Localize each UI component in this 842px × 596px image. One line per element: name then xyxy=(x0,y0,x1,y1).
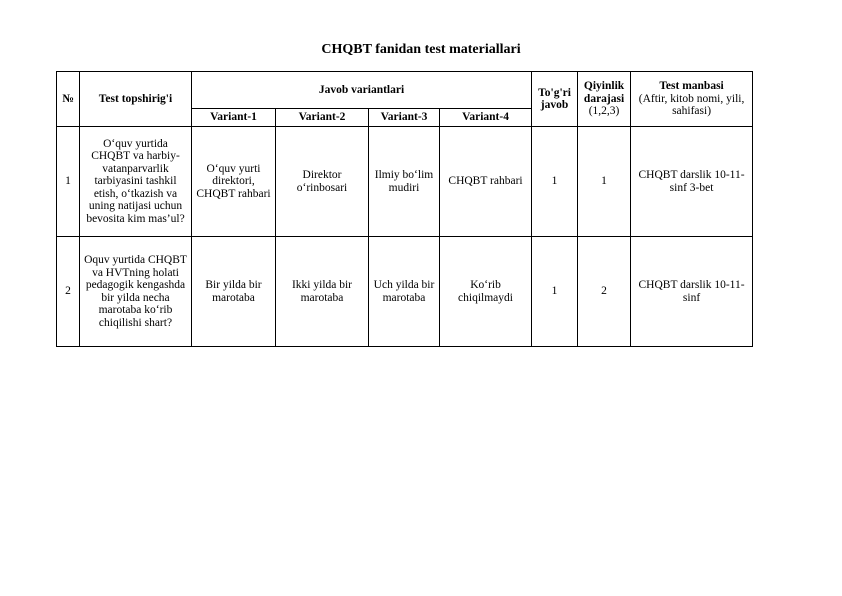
row-variant-3: Ilmiy bo‘lim mudiri xyxy=(369,127,440,237)
header-number: № xyxy=(57,72,80,127)
row-source: CHQBT darslik 10-11-sinf xyxy=(631,237,753,347)
header-variant-4: Variant-4 xyxy=(440,109,532,127)
header-difficulty xyxy=(578,72,631,127)
row-correct-answer: 1 xyxy=(532,237,578,347)
row-correct-answer: 1 xyxy=(532,127,578,237)
row-difficulty: 2 xyxy=(578,237,631,347)
row-difficulty: 1 xyxy=(578,127,631,237)
row-variant-2: Direktor o‘rinbosari xyxy=(276,127,369,237)
table-row xyxy=(57,237,753,347)
header-source xyxy=(631,72,753,127)
row-number: 2 xyxy=(57,237,80,347)
header-source-label: Test manbasi xyxy=(659,80,724,93)
row-task: Oquv yurtida CHQBT va HVTning holati pedagogik kengashda bir yilda necha marotaba ko‘rib chiqilishi shart? xyxy=(80,237,192,347)
document-title: CHQBT fanidan test materiallari xyxy=(321,42,521,57)
row-variant-4: Ko‘rib chiqilmaydi xyxy=(440,237,532,347)
row-source: CHQBT darslik 10-11-sinf 3-bet xyxy=(631,127,753,237)
header-variant-1: Variant-1 xyxy=(192,109,276,127)
header-difficulty-sub: (1,2,3) xyxy=(588,105,620,118)
row-task: O‘quv yurtida CHQBT va harbiy-vatanparvarlik tarbiyasini tashkil etish, o‘tkazish va uning natijasi uchun bevosita kim mas’ul? xyxy=(80,127,192,237)
header-difficulty-label: Qiyinlik darajasi xyxy=(583,80,625,105)
row-variant-1: O‘quv yurti direktori, CHQBT rahbari xyxy=(192,127,276,237)
row-number: 1 xyxy=(57,127,80,237)
row-variant-3: Uch yilda bir marotaba xyxy=(369,237,440,347)
header-variant-3: Variant-3 xyxy=(369,109,440,127)
table-row xyxy=(57,127,753,237)
header-task: Test topshirig'i xyxy=(80,72,192,127)
test-materials-table xyxy=(56,71,753,347)
row-variant-2: Ikki yilda bir marotaba xyxy=(276,237,369,347)
header-answer-variants: Javob variantlari xyxy=(192,72,532,109)
row-variant-1: Bir yilda bir marotaba xyxy=(192,237,276,347)
row-variant-4: CHQBT rahbari xyxy=(440,127,532,237)
header-correct-answer: To'g'ri javob xyxy=(532,72,578,127)
header-variant-2: Variant-2 xyxy=(276,109,369,127)
header-source-sub: (Aftir, kitob nomi, yili, sahifasi) xyxy=(638,92,745,118)
